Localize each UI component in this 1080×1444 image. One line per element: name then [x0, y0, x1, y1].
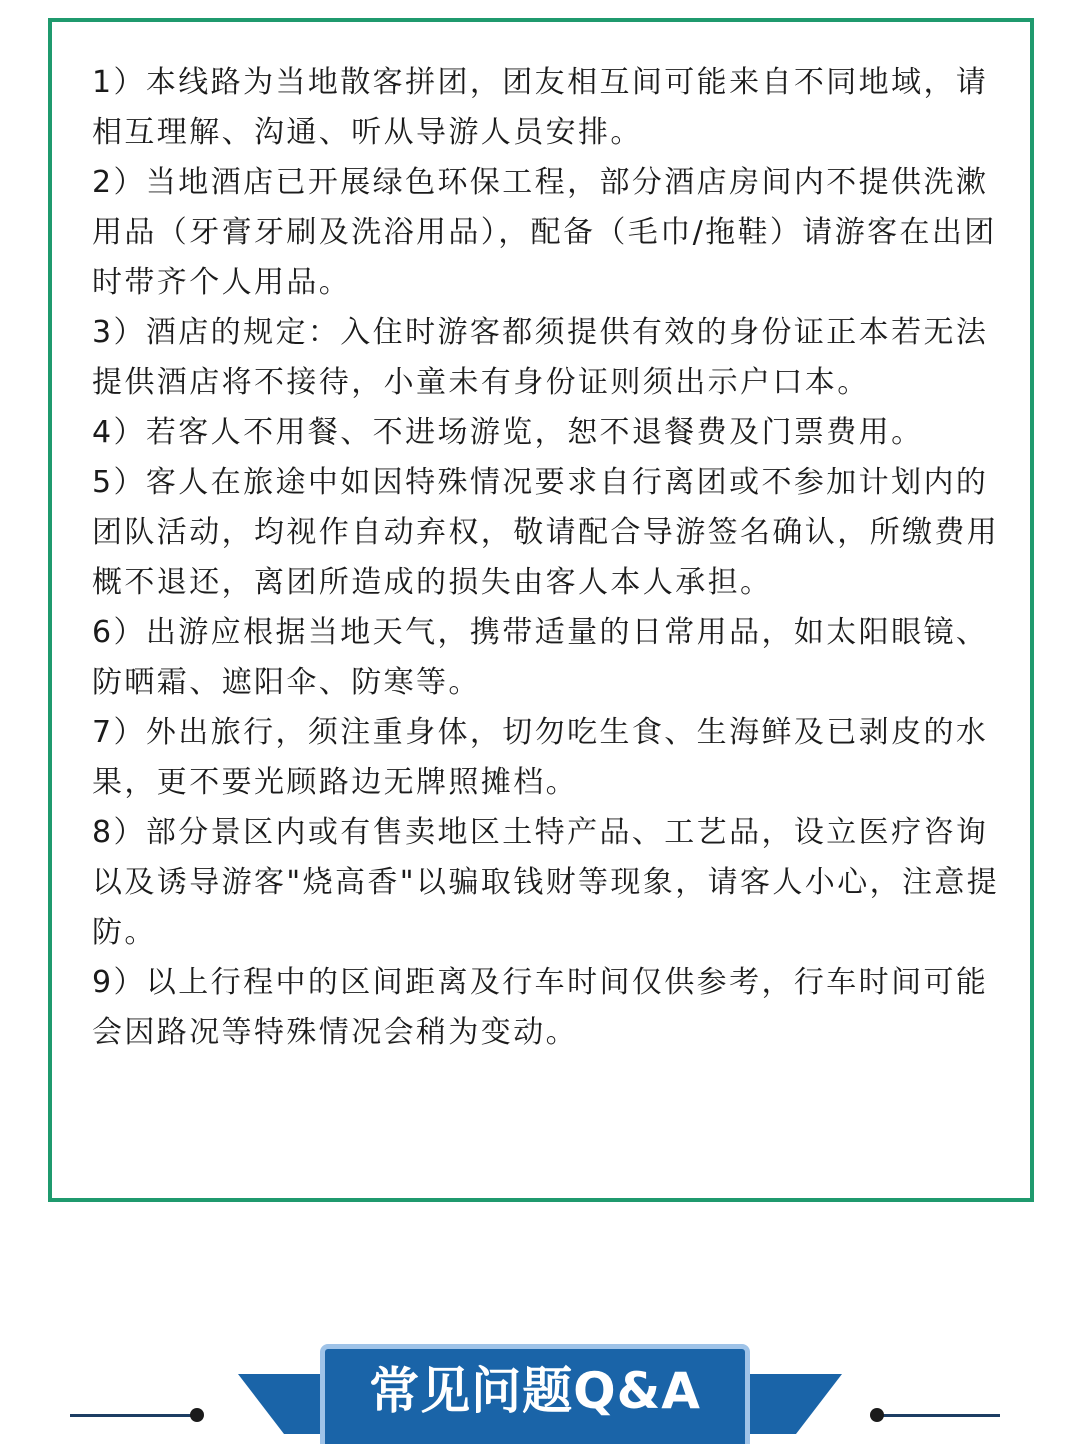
- right-divider-line: [876, 1414, 1000, 1417]
- notice-item-4: 4）若客人不用餐、不进场游览，恕不退餐费及门票费用。: [92, 415, 924, 450]
- notice-item-9: 9）以上行程中的区间距离及行车时间仅供参考，行车时间可能会因路况等特殊情况会稍为变动。: [92, 965, 989, 1050]
- notice-item-5: 5）客人在旅途中如因特殊情况要求自行离团或不参加计划内的团队活动，均视作自动弃权，敬请配合导游签名确认，所缴费用概不退还，离团所造成的损失由客人本人承担。: [92, 465, 1000, 600]
- notice-item-1: 1）本线路为当地散客拼团，团友相互间可能来自不同地域，请相互理解、沟通、听从导游人员安排。: [92, 65, 989, 150]
- left-divider-line: [70, 1414, 196, 1417]
- qa-section-title: 常见问题Q&A: [369, 1362, 701, 1420]
- qa-title-banner: [320, 1344, 750, 1444]
- qa-section-header: [0, 1330, 1080, 1433]
- banner-right-wing: [742, 1374, 842, 1434]
- notice-item-3: 3）酒店的规定：入住时游客都须提供有效的身份证正本若无法提供酒店将不接待，小童未有身份证则须出示户口本。: [92, 315, 989, 400]
- travel-notice-box: [48, 18, 1034, 1202]
- notice-item-8: 8）部分景区内或有售卖地区土特产品、工艺品，设立医疗咨询以及诱导游客"烧高香"以骗取钱财等现象，请客人小心，注意提防。: [92, 815, 1000, 950]
- notice-list: [92, 58, 1002, 1058]
- notice-item-7: 7）外出旅行，须注重身体，切勿吃生食、生海鲜及已剥皮的水果，更不要光顾路边无牌照摊档。: [92, 715, 989, 800]
- notice-item-6: 6）出游应根据当地天气，携带适量的日常用品，如太阳眼镜、防晒霜、遮阳伞、防寒等。: [92, 615, 989, 700]
- left-divider-dot: [190, 1408, 204, 1422]
- notice-item-2: 2）当地酒店已开展绿色环保工程，部分酒店房间内不提供洗漱用品（牙膏牙刷及洗浴用品），配备（毛巾/拖鞋）请游客在出团时带齐个人用品。: [92, 165, 997, 300]
- right-divider-dot: [870, 1408, 884, 1422]
